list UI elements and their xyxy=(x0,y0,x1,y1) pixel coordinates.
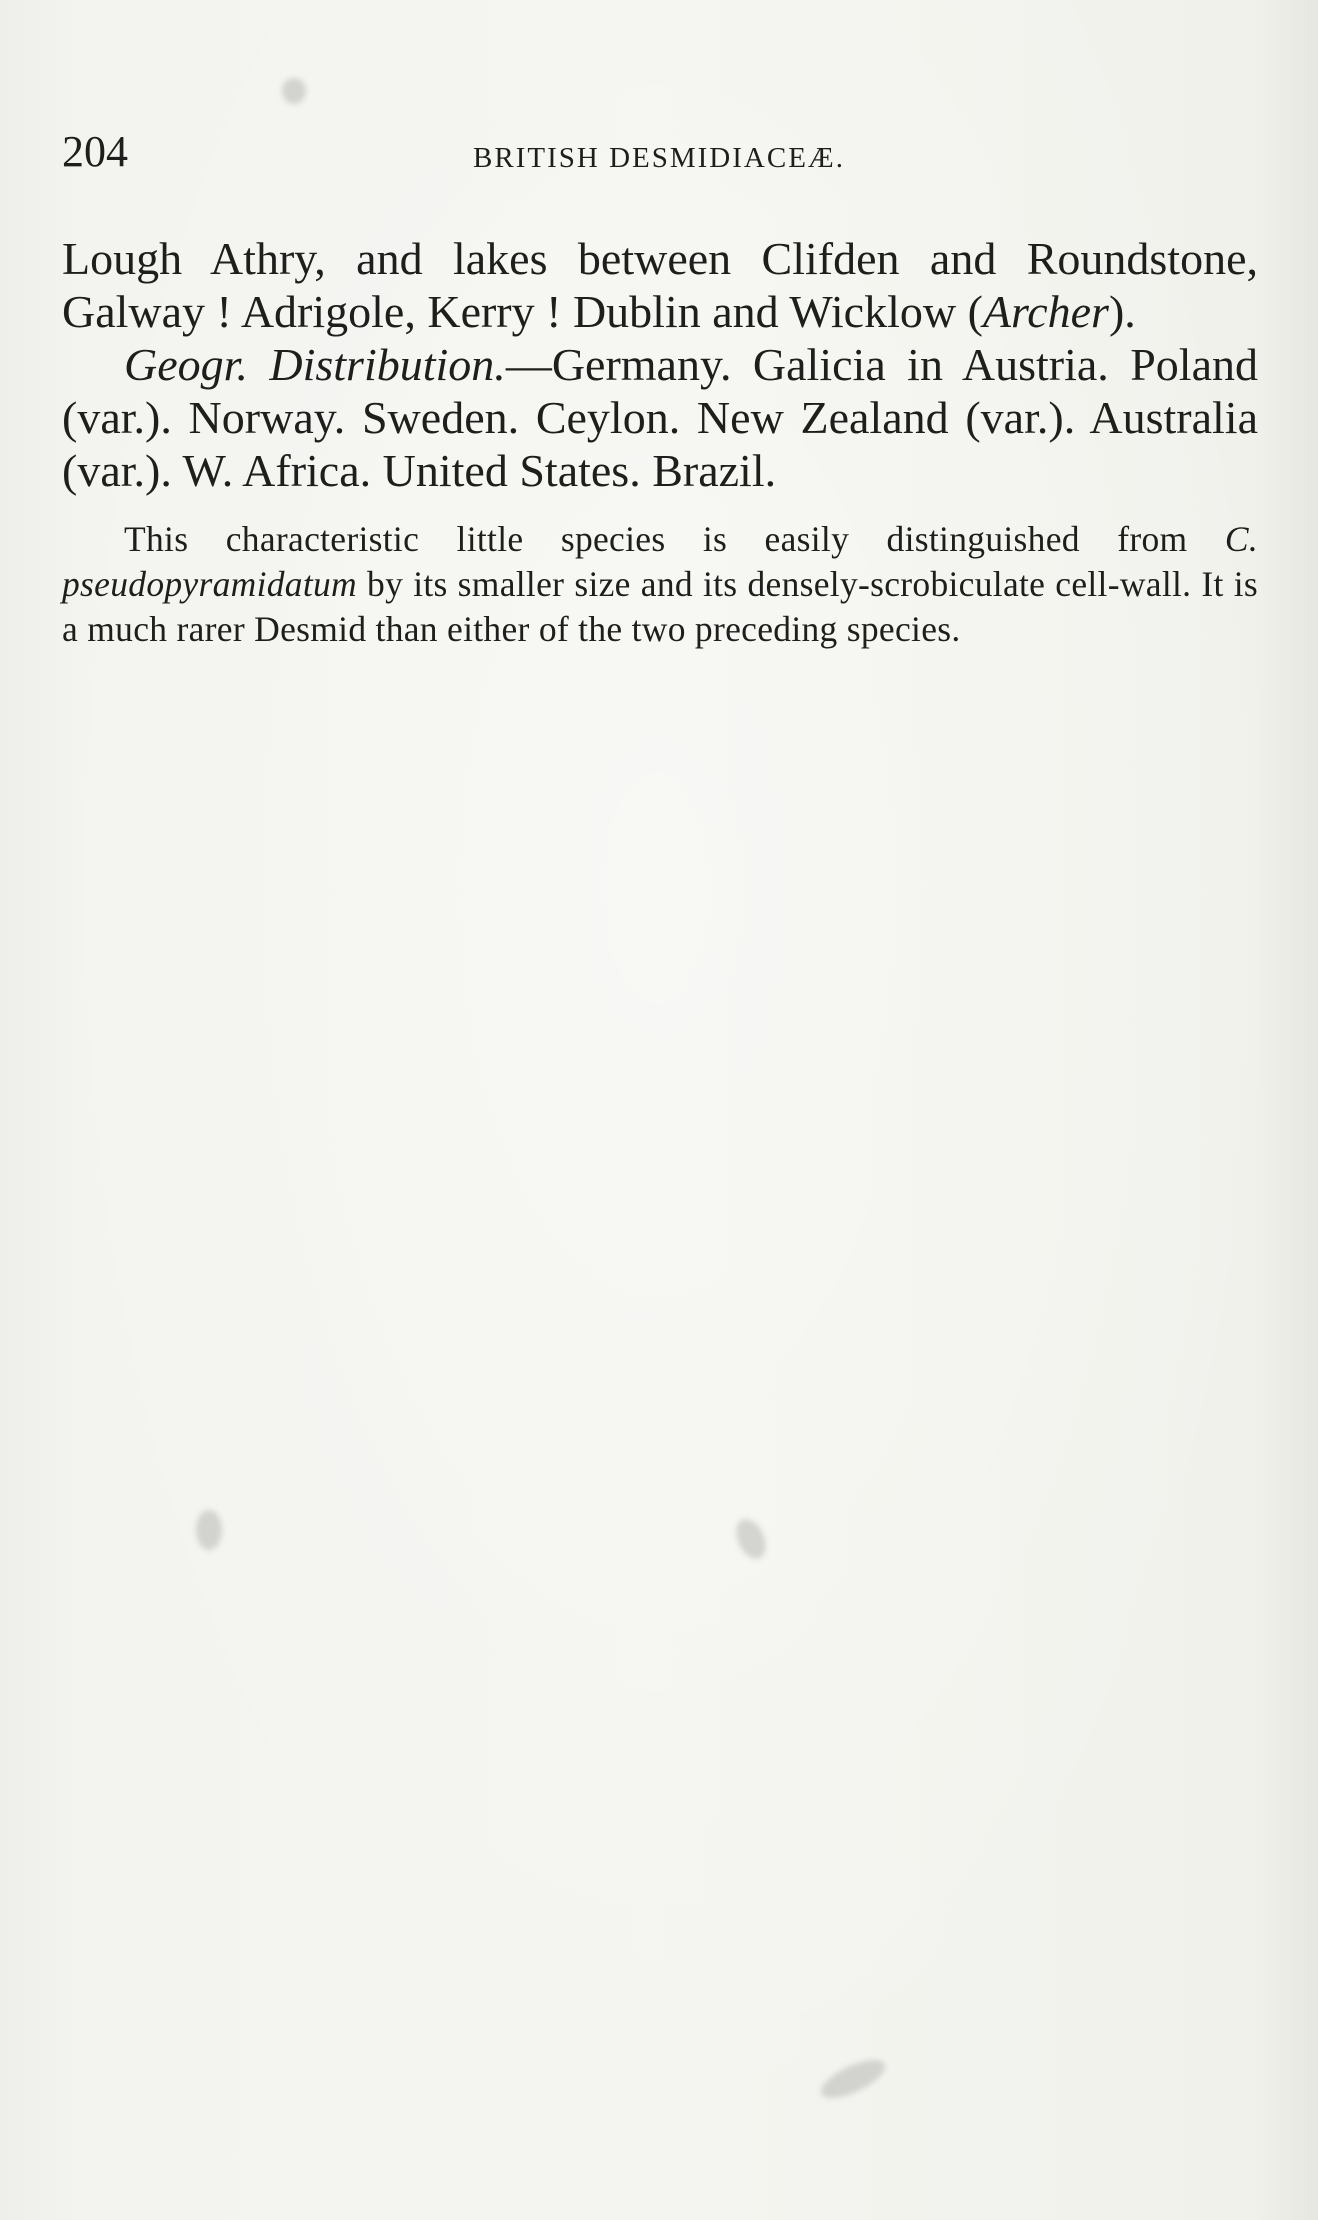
distribution-label: Geogr. Distribution. xyxy=(124,339,506,390)
note-text-2: by its smaller size and its densely-scrobiculate cell-wall. It is a much rarer Desmid than either of the two preceding species. xyxy=(62,564,1258,649)
page-blemish xyxy=(282,78,306,104)
paren-close: ). xyxy=(1108,286,1136,337)
page-blemish xyxy=(730,1514,771,1563)
running-head: BRITISH DESMIDIACEÆ. xyxy=(473,142,845,174)
paren-open: ( xyxy=(967,286,983,337)
page-header xyxy=(62,122,1256,182)
page-blemish xyxy=(816,2052,890,2105)
distribution-paragraph xyxy=(62,338,1258,497)
page-blemish xyxy=(196,1510,222,1550)
distribution-text: —Germany. Galicia in Austria. Poland (var.). Norway. Sweden. Ceylon. New Zealand (var.). Australia (var.). W. Africa. United States. Brazil. xyxy=(62,339,1258,496)
body-text xyxy=(62,232,1258,652)
authority-name: Archer xyxy=(982,286,1109,337)
locality-paragraph xyxy=(62,232,1258,338)
species-name: C. pseudopyramidatum xyxy=(62,519,1258,604)
note-text-1: This characteristic little species is easily distinguished from xyxy=(124,519,1225,559)
page-number: 204 xyxy=(62,127,128,176)
note-paragraph xyxy=(62,517,1258,652)
locality-text: Lough Athry, and lakes between Clifden and Roundstone, Galway ! Adrigole, Kerry ! Dublin and Wicklow xyxy=(62,233,1258,337)
